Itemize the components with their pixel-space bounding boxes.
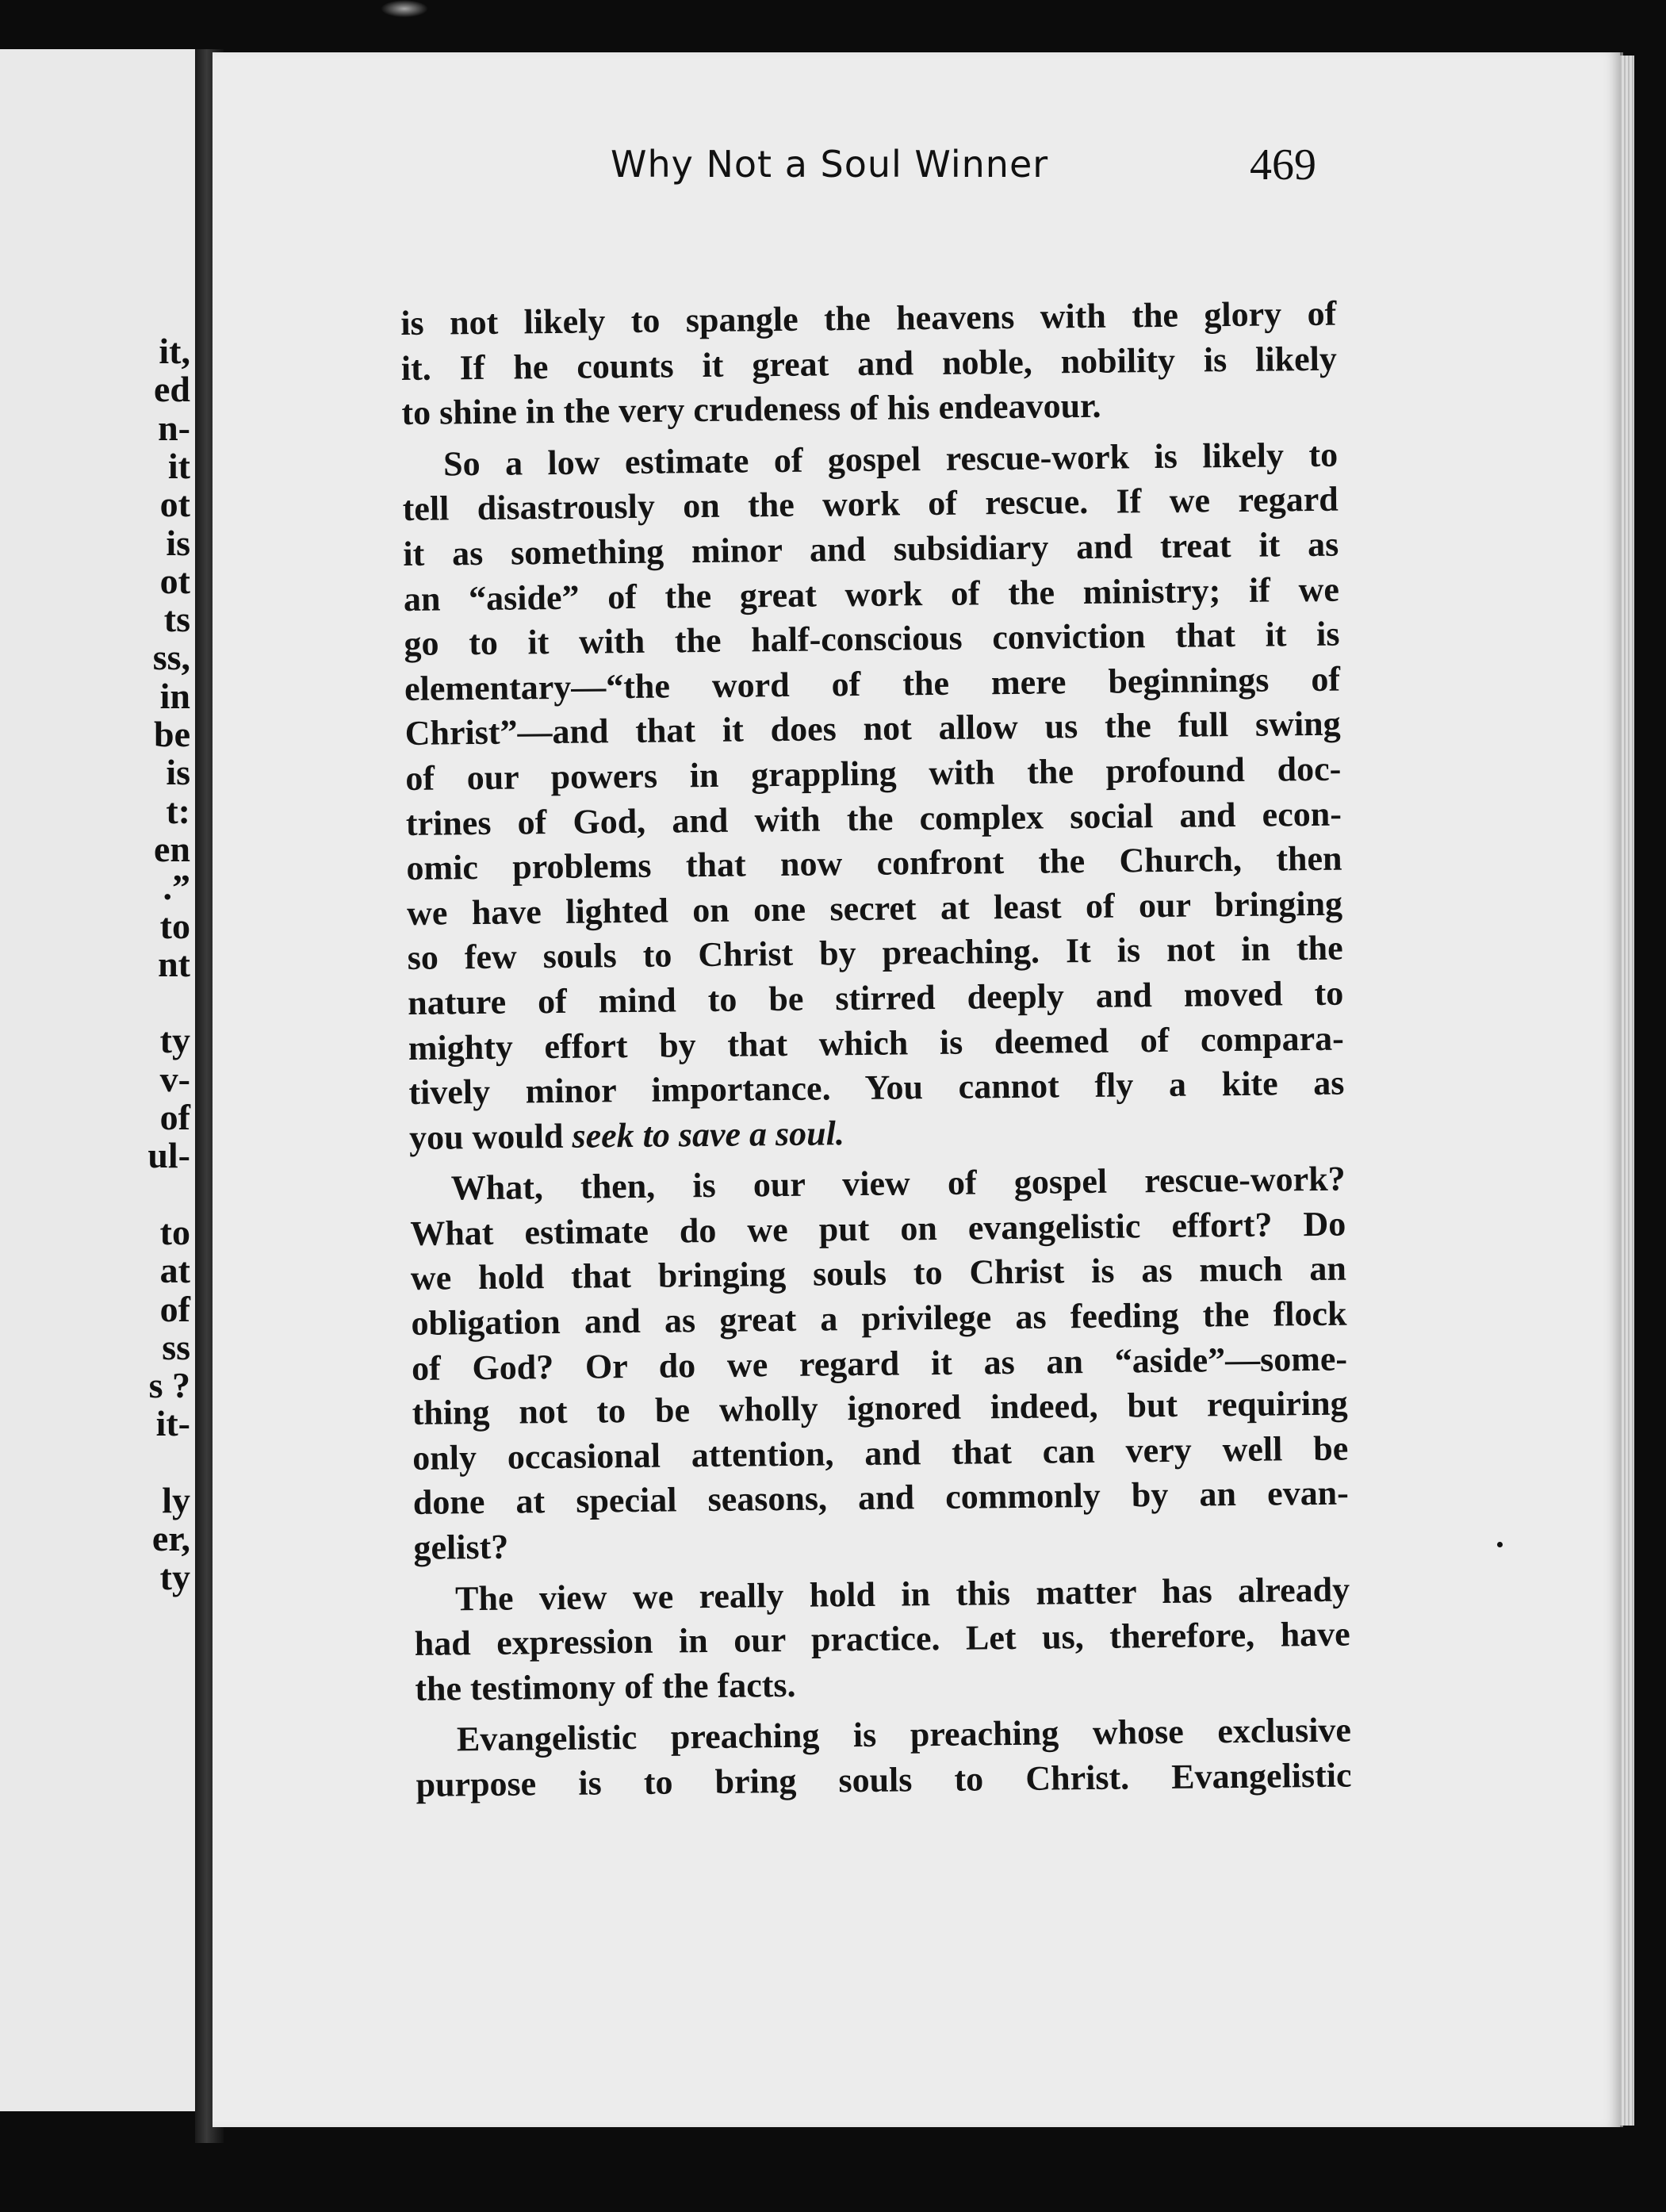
facing-page-fragment: ot xyxy=(159,560,190,601)
text-line-content: trines of God, and with the complex social and econ- xyxy=(405,794,1342,843)
italic-phrase: seek to save a soul. xyxy=(572,1113,845,1156)
facing-page-fragment: ot xyxy=(159,484,190,525)
facing-page-edge xyxy=(0,49,205,2111)
page-number: 469 xyxy=(1250,140,1316,190)
text-line-content: omic problems that now confront the Church, then xyxy=(406,838,1342,888)
facing-page-fragment: n- xyxy=(158,407,190,448)
facing-page-fragment: to xyxy=(159,1211,190,1252)
text-line-content: obligation and as great a privilege as feeding the flock xyxy=(411,1294,1347,1343)
facing-page-fragment: v- xyxy=(159,1058,190,1099)
text-line-content: we have lighted on one secret at least of our bringing xyxy=(406,884,1343,933)
text-line-content: an “aside” of the great work of the ministry; if we xyxy=(403,569,1340,619)
text-line-content: of our powers in grappling with the profound doc- xyxy=(405,749,1342,798)
text-line-content: nature of mind to be stirred deeply and moved to xyxy=(408,973,1344,1022)
facing-page-fragment: ty xyxy=(159,1556,190,1597)
facing-page-fragment: of xyxy=(159,1288,190,1329)
text-line-content: thing not to be wholly ignored indeed, but requiring xyxy=(412,1383,1348,1433)
facing-page-fragment: it xyxy=(167,445,190,486)
facing-page-fragment: be xyxy=(154,714,190,754)
text-line-content: Christ”—and that it does not allow us the full swing xyxy=(404,703,1341,753)
text-line-content: gelist? xyxy=(413,1527,509,1567)
scan-blot xyxy=(381,0,428,17)
facing-page-fragment: of xyxy=(159,1097,190,1137)
facing-page-fragment: at xyxy=(159,1250,190,1291)
facing-page-fragment: is xyxy=(166,752,190,793)
facing-page-fragment: .” xyxy=(163,867,190,908)
text-line-content: you would xyxy=(408,1116,573,1157)
facing-page-fragment: en xyxy=(154,828,190,869)
facing-page-fragment: ly xyxy=(162,1480,190,1520)
facing-page-fragment: s ? xyxy=(148,1365,190,1406)
page-stack-edge xyxy=(1620,56,1634,2126)
text-line-content: it. If he counts it great and noble, nobility is likely xyxy=(400,339,1338,388)
facing-page-fragment: er, xyxy=(151,1518,190,1559)
text-line-content: only occasional attention, and that can very well be xyxy=(412,1428,1349,1478)
text-line-content: it as something minor and subsidiary and treat it as xyxy=(403,524,1339,573)
text-line-content: we hold that bringing souls to Christ is as much an xyxy=(410,1249,1347,1298)
text-line-content: mighty effort by that which is deemed of compara- xyxy=(408,1018,1345,1068)
text-line-content: purpose is to bring souls to Christ. Evangelistic xyxy=(416,1755,1352,1804)
facing-page-fragment: is xyxy=(166,522,190,563)
text-line-content: Evangelistic preaching is preaching whose exclusive xyxy=(456,1710,1352,1759)
text-line-content: What, then, is our view of gospel rescue-work? xyxy=(450,1159,1346,1208)
facing-page-fragment: ss, xyxy=(152,637,190,678)
scan-speck xyxy=(1497,1542,1503,1547)
text-line-content: So a low estimate of gospel rescue-work is likely to xyxy=(442,435,1339,484)
facing-page-fragment: to xyxy=(159,905,190,946)
running-head xyxy=(395,140,1316,190)
facing-page-fragment: it, xyxy=(159,331,190,371)
text-line-content: elementary—“the word of the mere beginnings of xyxy=(404,659,1341,708)
text-line-content: go to it with the half-conscious conviction that it is xyxy=(404,614,1340,664)
text-line-content: The view we really hold in this matter has already xyxy=(454,1570,1350,1618)
facing-page-fragment: ed xyxy=(154,369,190,410)
facing-page-fragment: it- xyxy=(155,1403,190,1444)
text-line-content: What estimate do we put on evangelistic effort? Do xyxy=(410,1204,1346,1253)
facing-page-fragment: t: xyxy=(166,790,190,831)
text-line-content: of God? Or do we regard it as an “aside”—some- xyxy=(411,1339,1348,1388)
running-title: Why Not a Soul Winner xyxy=(611,143,1049,186)
text-line-content: the testimony of the facts. xyxy=(415,1665,796,1708)
facing-page-fragment: in xyxy=(159,675,190,716)
text-line-content: tively minor importance. You cannot fly a kite as xyxy=(408,1063,1345,1113)
facing-page-fragment: nt xyxy=(158,943,190,984)
text-line-content: so few souls to Christ by preaching. It is not in the xyxy=(407,928,1343,978)
text-line-content: tell disastrously on the work of rescue. If we regard xyxy=(402,480,1339,529)
facing-page-fragment: ts xyxy=(163,599,190,640)
text-line-content: done at special seasons, and commonly by an evan- xyxy=(412,1473,1350,1523)
text-line-content: to shine in the very crudeness of his endeavour. xyxy=(401,385,1101,433)
body-text xyxy=(400,292,1352,1808)
text-line-content: is not likely to spangle the heavens with the glory of xyxy=(400,293,1337,343)
text-line-content: had expression in our practice. Let us, therefore, have xyxy=(414,1614,1350,1664)
facing-page-fragment: ul- xyxy=(147,1135,190,1176)
facing-page-fragment: ss xyxy=(162,1326,190,1367)
facing-page-fragment: ty xyxy=(159,1020,190,1061)
